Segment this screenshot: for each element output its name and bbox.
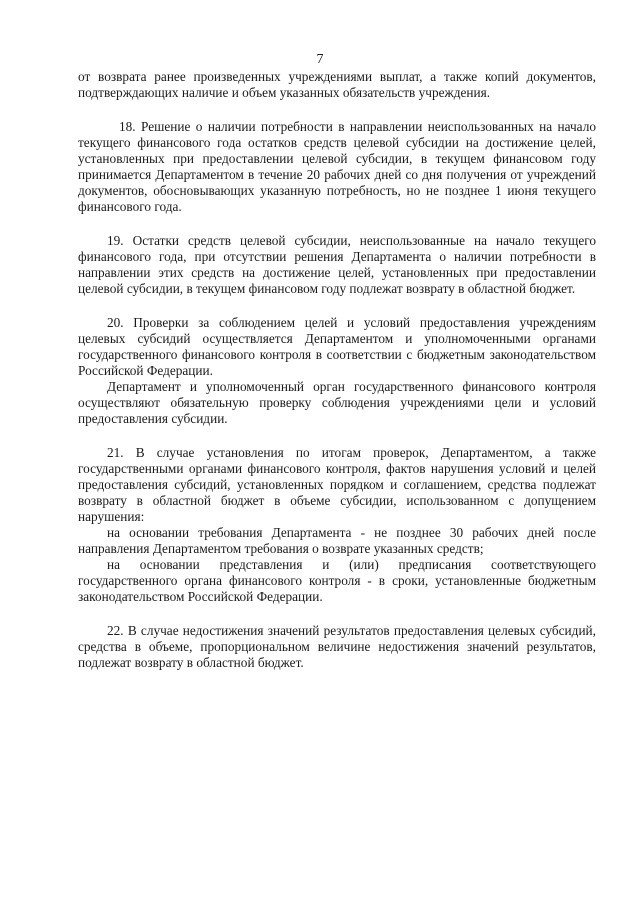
paragraph-19: 19. Остатки средств целевой субсидии, неиспользованные на начало текущего финансового года, при отсутствии решения Департамента о наличии потребности в направлении этих средств на достижение целей, установленных при предоставлении целевой субсидии, в текущем финансовом году подлежат возврату в областной бюджет. <box>78 233 596 296</box>
document-body <box>78 69 596 671</box>
paragraph-20: 20. Проверки за соблюдением целей и условий предоставления учреждениям целевых субсидий осуществляется Департаментом и уполномоченными органами государственного финансового контроля в соответствии с бюджетным законодательством Российской Федерации. <box>78 315 596 378</box>
paragraph-21-item-2: на основании представления и (или) предписания соответствующего государственного органа финансового контроля - в сроки, установленные бюджетным законодательством Российской Федерации. <box>78 557 596 604</box>
paragraph-22: 22. В случае недостижения значений результатов предоставления целевых субсидий, средства в объеме, пропорциональном величине недостижения значений результатов, подлежат возврату в областной бюджет. <box>78 623 596 670</box>
paragraph-20-continued: Департамент и уполномоченный орган государственного финансового контроля осуществляют обязательную проверку соблюдения учреждениями цели и условий предоставления субсидии. <box>78 379 596 426</box>
page-number: 7 <box>316 52 324 67</box>
paragraph-continuation: от возврата ранее произведенных учреждениями выплат, а также копий документов, подтверждающих наличие и объем указанных обязательств учреждения. <box>78 69 596 100</box>
paragraph-18: 18. Решение о наличии потребности в направлении неиспользованных на начало текущего финансового года остатков средств целевой субсидии на достижение целей, установленных при предоставлении целевой субсидии, в текущем финансовом году принимается Департаментом в течение 20 рабочих дней со дня получения от учреждений документов, обосновывающих указанную потребность, но не позднее 1 июня текущего финансового года. <box>78 119 596 214</box>
paragraph-21: 21. В случае установления по итогам проверок, Департаментом, а также государственными органами финансового контроля, фактов нарушения условий и целей предоставления субсидий, установленных порядком и соглашением, средства подлежат возврату в областной бюджет в объеме субсидии, использованном с допущением нарушения: <box>78 445 596 524</box>
paragraph-21-item-1: на основании требования Департамента - не позднее 30 рабочих дней после направления Департаментом требования о возврате указанных средств; <box>78 525 596 556</box>
